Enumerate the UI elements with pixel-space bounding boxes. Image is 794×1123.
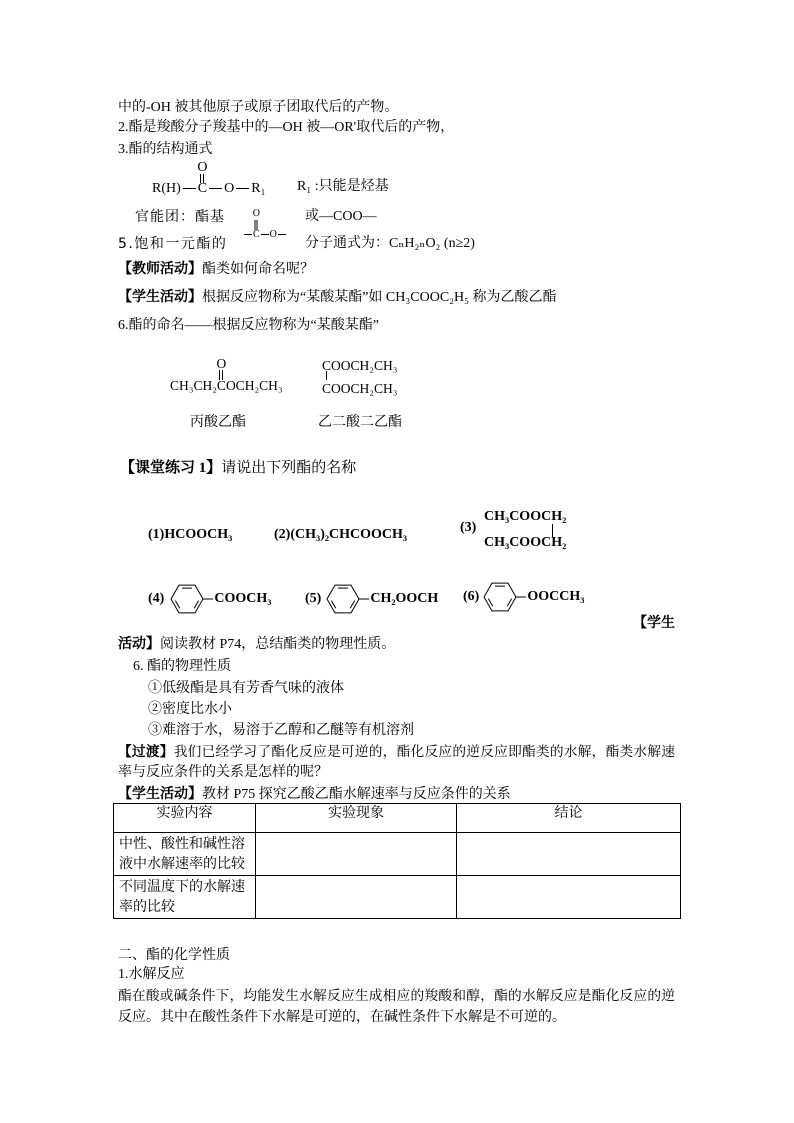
carbonyl-oxygen-label: O — [216, 356, 227, 371]
list-item: ③难溶于水，易溶于乙醇和乙醚等有机溶剂 — [148, 723, 414, 738]
table-header-cell: 实验现象 — [256, 804, 457, 833]
teacher-activity — [118, 260, 314, 280]
single-bond-line — [209, 188, 222, 189]
single-bond-line — [236, 188, 249, 189]
ester-oxygen-label: O — [269, 229, 277, 240]
definition-continuation: 中的-OH 被其他原子或原子团取代后的产物。 — [118, 100, 399, 115]
table-cell-phenomenon — [256, 876, 457, 919]
naming-example-2-name: 乙二酸二乙酯 — [318, 414, 402, 430]
exercise-label: (1) — [148, 527, 165, 542]
benzene-ring-icon — [170, 584, 214, 614]
ester-oxygen-label: O — [224, 181, 235, 196]
single-bond-line — [278, 234, 286, 235]
transition-text: 我们已经学习了酯化反应是可逆的，酯化反应的逆反应即酯类的水解，酯类水解速 — [173, 744, 675, 759]
single-bond-line — [183, 188, 196, 189]
ester-definition-point-2: 2.酯是羧酸分子羧基中的—OH 被—OR'取代后的产物， — [118, 120, 455, 135]
carbonyl-group — [216, 356, 227, 396]
benzene-ring-icon — [326, 584, 370, 614]
hydrolysis-paragraph-line-1: 酯在酸或碱条件下，均能发生水解反应生成相应的羧酸和醇，酯的水解反应是酯化反应的逆 — [118, 988, 675, 1003]
list-item: ①低级酯是具有芳香气味的液体 — [148, 681, 344, 696]
formula-top-row: COOCH₂CH₃ — [322, 358, 398, 373]
carbon-label: C — [216, 378, 226, 393]
student-activity-3 — [118, 785, 511, 805]
benzene-ring-icon — [483, 582, 527, 612]
exercise-item-4 — [148, 584, 271, 614]
exercise-label: (5) — [305, 591, 322, 606]
naming-example-1-name: 丙酸乙酯 — [190, 414, 246, 430]
r-group-label: R(H) — [152, 181, 181, 196]
table-cell-phenomenon — [256, 833, 457, 876]
exercise-label: (2) — [274, 527, 291, 542]
exercise-heading — [120, 457, 356, 479]
saturated-ester-formula: 分子通式为：CₙH₂ₙO₂ (n≥2) — [305, 236, 475, 251]
exercise-formula: HCOOCH₃ — [164, 527, 233, 542]
experiment-table — [113, 803, 681, 919]
exercise-text: 请说出下列酯的名称 — [221, 460, 357, 476]
double-bond-lines — [255, 220, 258, 230]
teacher-activity-text: 酯类如何命名呢？ — [202, 262, 314, 277]
hydrolysis-paragraph-line-2: 反应。其中在酸性条件下水解是可逆的，在碱性条件下水解是不可逆的。 — [118, 1010, 566, 1025]
table-cell-content: 不同温度下的水解速率的比较 — [114, 876, 256, 919]
double-bond-lines — [200, 174, 204, 183]
table-cell-conclusion — [457, 876, 681, 919]
exercise-item-5 — [305, 584, 438, 614]
student-activity-2 — [118, 635, 395, 655]
student-activity-text: 教材 P75 探究乙酸乙酯水解速率与反应条件的关系 — [202, 787, 511, 802]
student-activity-tag: 【学生活动】 — [118, 290, 202, 305]
carbonyl-oxygen-label: O — [197, 160, 208, 175]
physical-properties-heading: 6. 酯的物理性质 — [133, 659, 231, 674]
exercise-item-3-label-wrap — [460, 513, 476, 543]
single-bond-line — [261, 234, 269, 235]
list-item: ②密度比水小 — [148, 702, 232, 717]
formula-bottom-row: COOCH₂CH₃ — [322, 381, 398, 396]
r1-note: R₁ :只能是烃基 — [297, 179, 389, 194]
transition-line-2: 率与反应条件的关系是怎样的呢？ — [118, 765, 328, 780]
formula-top-row: CH₃COOCH₂ — [484, 509, 567, 524]
student-activity-2-tag-start: 【学生 — [633, 616, 675, 631]
student-activity-text: 根据反应物称为“某酸某酯”如 CH₃COOC₂H₅ 称为乙酸乙酯 — [202, 290, 557, 305]
student-activity-2-tag-end: 活动】 — [118, 637, 160, 652]
formula-left-part: CH₃CH₂ — [170, 378, 217, 393]
table-header-cell: 实验内容 — [114, 804, 256, 833]
r1-label: R₁ — [251, 181, 266, 196]
chemical-properties-heading: 二、酯的化学性质 — [118, 948, 230, 963]
table-cell-content: 中性、酸性和碱性溶液中水解速率的比较 — [114, 833, 256, 876]
exercise-tag: 【课堂练习 1】 — [120, 460, 222, 476]
single-bond-line — [244, 234, 252, 235]
general-ester-structure — [152, 160, 266, 199]
naming-example-2-structure — [322, 354, 397, 400]
transition-line-1 — [118, 742, 675, 762]
exercise-formula: (CH₃)₂CHCOOCH₃ — [290, 527, 408, 542]
exercise-label: (6) — [463, 589, 480, 604]
table-header-row — [114, 804, 681, 833]
table-row — [114, 833, 681, 876]
naming-heading: 6.酯的命名——根据反应物称为“某酸某酯” — [118, 318, 379, 333]
single-bond-line — [326, 371, 327, 380]
teacher-activity-tag: 【教师活动】 — [118, 262, 202, 277]
hydrolysis-subheading: 1.水解反应 — [118, 967, 185, 982]
double-bond-lines — [219, 370, 223, 380]
table-row — [114, 876, 681, 919]
student-activity-tag: 【学生活动】 — [118, 787, 202, 802]
carbonyl-group — [252, 208, 260, 242]
exercise-item-3-structure — [484, 504, 566, 556]
exercise-substituent: COOCH₃ — [214, 591, 272, 606]
functional-group-label: 官能团：酯基 — [135, 209, 225, 225]
table-cell-conclusion — [457, 833, 681, 876]
exercise-item-2 — [274, 520, 407, 550]
formula-right-part: OCH₂CH₃ — [225, 378, 283, 393]
table-header-cell: 结论 — [457, 804, 681, 833]
exercise-item-1 — [148, 520, 232, 550]
naming-example-1-structure — [170, 356, 283, 396]
carbonyl-group — [197, 160, 208, 199]
saturated-ester-label: 5.饱和一元酯的 — [118, 236, 228, 252]
formula-bottom-row: CH₃COOCH₂ — [484, 535, 567, 550]
transition-tag: 【过渡】 — [118, 744, 174, 759]
exercise-label: (3) — [460, 520, 477, 535]
exercise-label: (4) — [148, 591, 165, 606]
exercise-substituent: OOCCH₃ — [527, 589, 585, 604]
structure-formula-heading: 3.酯的结构通式 — [118, 142, 213, 157]
exercise-substituent: CH₂OOCH — [370, 591, 439, 606]
ester-group-alternative: 或—COO— — [305, 209, 377, 224]
single-bond-line — [552, 524, 553, 537]
ester-group-structure — [243, 208, 287, 242]
exercise-item-6 — [463, 582, 584, 612]
student-activity-1 — [118, 288, 557, 308]
carbon-label: C — [197, 181, 208, 196]
carbon-label: C — [253, 229, 260, 240]
carbonyl-oxygen-label: O — [252, 208, 260, 219]
student-activity-2-text: 阅读教材 P74，总结酯类的物理性质。 — [160, 637, 396, 652]
